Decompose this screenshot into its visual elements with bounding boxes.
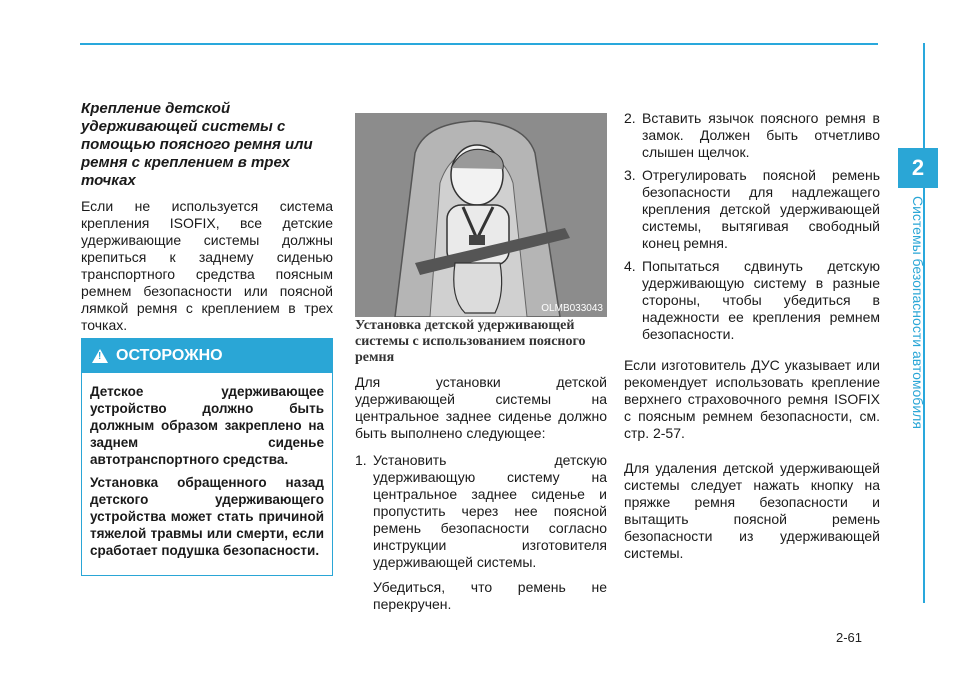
- list-item: [624, 110, 880, 161]
- step-number: 4.: [624, 258, 636, 274]
- intro-paragraph: Если не используется система крепления ISOFIX, все детские удерживающие системы должны крепиться к заднему сиденью транспортного средства поясным ремнем безопасности или поясной лямкой ремня с креплением в трех точках.: [81, 198, 333, 333]
- warning-body: [82, 373, 332, 559]
- section-heading-seatbelt-mount: Крепление детской удерживающей системы с помощью поясного ремня или ремня с креплением в трех точках: [81, 100, 313, 189]
- page-number: 2-61: [836, 630, 863, 645]
- column-3: [624, 110, 880, 572]
- install-steps-2: [624, 110, 880, 343]
- warning-text-1: Детское удерживающее устройство должно быть должным образом закреплено на заднем сиденье автотранспортного средства.: [90, 384, 324, 467]
- warning-text-2: Установка обращенного назад детского удерживающего устройства может стать причиной тяжелой травмы или смерти, если сработает подушка безопасности.: [90, 475, 324, 558]
- step-number: 2.: [624, 110, 636, 126]
- warning-header: [82, 339, 332, 373]
- list-item: [624, 167, 880, 252]
- removal-paragraph: Для удаления детской удерживающей системы следует нажать кнопку на пряжке ремня безопасности и вытащить поясной ремень безопасности из удерживающей системы.: [624, 460, 880, 561]
- install-steps-1: [355, 452, 607, 613]
- install-intro: Для установки детской удерживающей системы на центральное заднее сиденье должно быть выполнено следующее:: [355, 374, 607, 441]
- chapter-number-tab[interactable]: 2: [898, 148, 938, 188]
- chapter-title: Системы безопасности автомобиля: [910, 196, 926, 429]
- column-1: [81, 100, 333, 344]
- isofix-paragraph: Если изготовитель ДУС указывает или рекомендует использовать крепление верхнего страховочного ремня ISOFIX с поясным ремнем безопасности, см. стр. 2-57.: [624, 357, 880, 441]
- warning-title: ОСТОРОЖНО: [116, 347, 223, 364]
- child-seat-drawing: [355, 113, 607, 317]
- step-number: 1.: [355, 452, 367, 468]
- section-heading-lap-belt: Установка детской удерживающей системы с использованием поясного ремня: [355, 318, 586, 365]
- column-2: [355, 318, 607, 619]
- step-text: [373, 452, 607, 613]
- warning-icon: [92, 349, 108, 363]
- step-text: Отрегулировать поясной ремень безопасности для надлежащего крепления детской удерживающей системы, вытягивая свободный конец ремня.: [642, 167, 880, 251]
- step-number: 3.: [624, 167, 636, 183]
- child-seat-illustration: [355, 113, 607, 317]
- step-text: Вставить язычок поясного ремня в замок. Должен быть отчетливо слышен щелчок.: [642, 110, 880, 160]
- step-1-text: Установить детскую удерживающую систему на центральное заднее сиденье и пропустить через нее поясной ремень безопасности согласно инструкции изготовителя удерживающей системы.: [373, 452, 607, 570]
- list-item: [624, 258, 880, 343]
- step-text: Попытаться сдвинуть детскую удерживающую систему в разные стороны, чтобы убедиться в надежности ее крепления ремнем безопасности.: [642, 258, 880, 342]
- step-1-extra: Убедиться, что ремень не перекручен.: [373, 579, 607, 612]
- figure-code: OLMB033043: [541, 303, 603, 314]
- list-item: [355, 452, 607, 613]
- warning-box: [81, 338, 333, 576]
- header-rule: [80, 43, 878, 45]
